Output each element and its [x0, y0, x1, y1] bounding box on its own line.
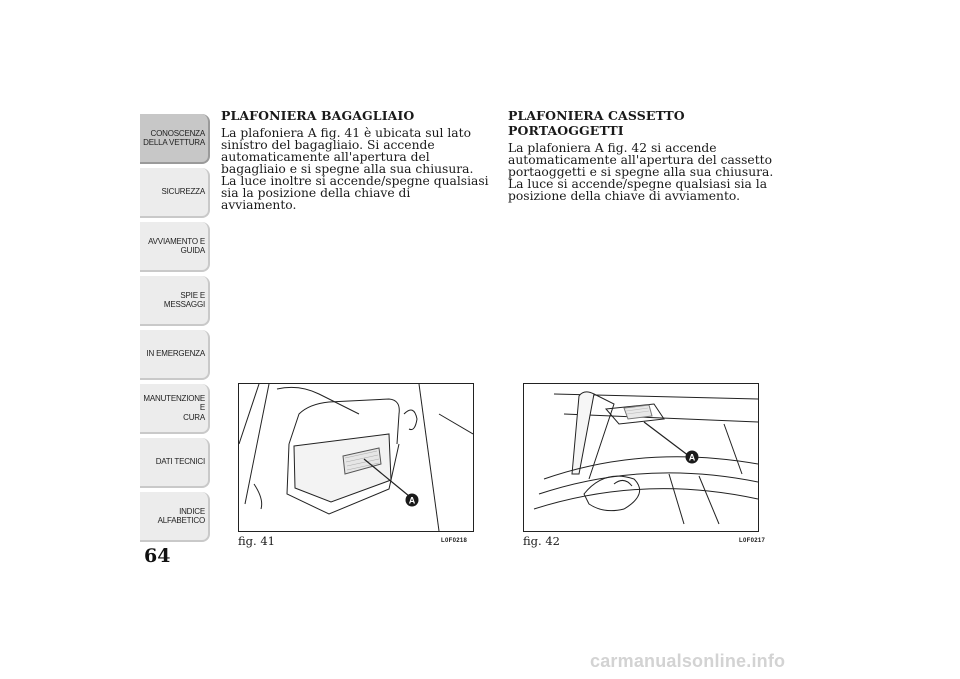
figure-42-illustration — [523, 383, 759, 532]
tab-indice-alfabetico[interactable] — [140, 492, 210, 542]
page-number: 64 — [144, 545, 171, 567]
tab-label: SPIE E MESSAGGI — [163, 290, 205, 309]
tab-sicurezza[interactable] — [140, 168, 210, 218]
marker-a-label: A — [688, 452, 696, 463]
tab-label: CONOSCENZA DELLA VETTURA — [143, 128, 205, 147]
figure-42-code: L0F0217 — [739, 538, 766, 544]
figure-42-caption: fig. 42 — [523, 534, 560, 548]
section-body: La plafoniera A fig. 41 è ubicata sul lato sinistro del bagagliaio. Si accende automaticamente all'apertura del bagagliaio e si spegne alla sua chiusura. La luce inoltre si accende/spegne qualsiasi sia la posizione della chiave di avviamento. — [221, 126, 489, 212]
tab-conoscenza-della-vettura[interactable] — [140, 114, 210, 164]
tab-label: IN EMERGENZA — [146, 349, 205, 359]
section-plafoniera-cassetto — [508, 108, 776, 202]
tab-label: SICUREZZA — [161, 187, 205, 197]
tab-label: INDICE ALFABETICO — [157, 506, 205, 525]
tab-label: MANUTENZIONE E CURA — [143, 393, 205, 422]
tab-dati-tecnici[interactable] — [140, 438, 210, 488]
marker-a-label: A — [408, 495, 416, 506]
tab-label: AVVIAMENTO E GUIDA — [148, 236, 205, 255]
figure-41-illustration — [238, 383, 474, 532]
tab-manutenzione-e-cura[interactable] — [140, 384, 210, 434]
section-plafoniera-bagagliaio — [221, 108, 489, 211]
figure-41-code: L0F0218 — [441, 538, 468, 544]
tab-avviamento-e-guida[interactable] — [140, 222, 210, 272]
figure-41-caption: fig. 41 — [238, 534, 275, 548]
section-title: PLAFONIERA BAGAGLIAIO — [221, 108, 415, 123]
tab-label: DATI TECNICI — [155, 457, 205, 467]
watermark: carmanualsonline.info — [590, 651, 786, 671]
section-title: PLAFONIERA CASSETTO PORTAOGGETTI — [508, 108, 685, 138]
tab-spie-e-messaggi[interactable] — [140, 276, 210, 326]
section-body: La plafoniera A fig. 42 si accende automaticamente all'apertura del cassetto portaoggetti e si spegne alla sua chiusura. La luce si accende/spegne qualsiasi sia la posizione della chiave di avviamento. — [508, 141, 774, 203]
tab-in-emergenza[interactable] — [140, 330, 210, 380]
